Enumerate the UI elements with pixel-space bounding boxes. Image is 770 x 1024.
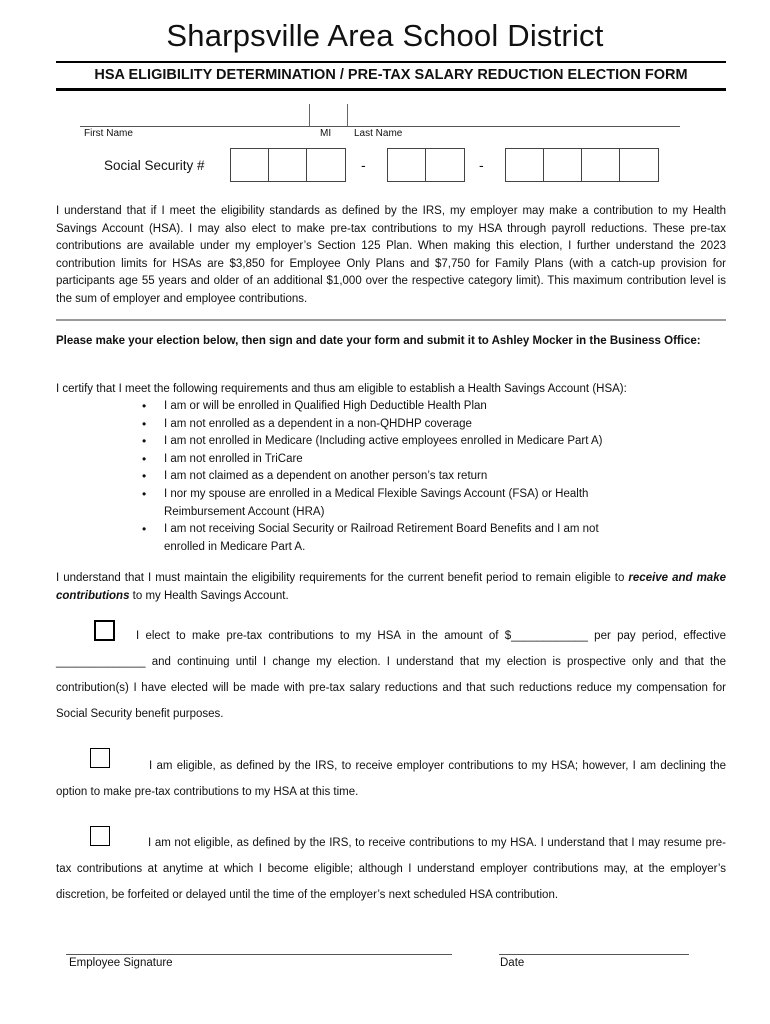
mi-divider-left [309, 104, 310, 126]
ssn-digit-box[interactable] [388, 149, 426, 181]
ssn-digit-box[interactable] [620, 149, 658, 181]
ssn-digit-box[interactable] [426, 149, 464, 181]
amount-blank[interactable]: ____________ [511, 630, 588, 642]
ssn-group-area [230, 148, 346, 182]
ssn-group-last [505, 148, 659, 182]
ssn-digit-box[interactable] [506, 149, 544, 181]
last-name-label: Last Name [354, 128, 403, 139]
header-rule-bottom [56, 88, 726, 91]
maintain-eligibility-note [56, 570, 726, 605]
mi-label: MI [320, 128, 332, 139]
instructions: Please make your election below, then sign and date your form and submit it to Ashley Mocker in the Business Office: [56, 335, 701, 347]
effective-date-blank[interactable]: ______________ [56, 656, 146, 668]
form-title: Sharpsville Area School District [166, 18, 604, 53]
ssn-digit-box[interactable] [544, 149, 582, 181]
elect-contribution-text [56, 623, 726, 727]
requirement-item: • I nor my spouse are enrolled in a Medical Flexible Savings Account (FSA) or Health Reimbursement Account (HRA) [140, 486, 640, 521]
employee-signature-label: Employee Signature [69, 957, 173, 969]
intro-paragraph: I understand that if I meet the eligibility standards as defined by the IRS, my employer may make a contribution to my Health Savings Account (HSA). I may also elect to make pre-tax contributions to my HSA through payroll reductions. These pre-tax contributions are available under my employer’s Section 125 Plan. When making this election, I further understand the 2023 contribution limits for HSAs are $3,850 for Employee Only Plans and $7,750 for Family Plans (with a catch-up provision for participants age 55 years and older of an additional $1,000 over the respective category limit). This maximum contribution level is the sum of employer and employee contributions. [56, 205, 726, 305]
requirements-list [140, 398, 640, 556]
elect-text-part2: per pay period, effective [587, 630, 726, 642]
ssn-digit-box[interactable] [307, 149, 345, 181]
elect-text-part1: I elect to make pre-tax contributions to my HSA in the amount of $ [136, 630, 512, 642]
ssn-separator: - [479, 157, 484, 173]
requirement-item: • I am not receiving Social Security or Railroad Retirement Board Benefits and I am not enrolled in Medicare Part A. [140, 521, 640, 556]
maintain-suffix: to my Health Savings Account. [129, 589, 289, 602]
maintain-emphasis: receive and make contributions [56, 572, 726, 602]
requirement-item: • I am not enrolled in TriCare [140, 451, 640, 469]
decline-contribution-text: I am eligible, as defined by the IRS, to receive employer contributions to my HSA; however, I am declining the option to make pre-tax contributions to my HSA at this time. [56, 760, 726, 798]
ssn-digit-box[interactable] [231, 149, 269, 181]
not-eligible-text: I am not eligible, as defined by the IRS, to receive contributions to my HSA. I understand that I may resume pre-tax contributions at anytime at which I become eligible; although I understand employer contributions may, at the employer’s discretion, be forfeited or delayed until the time of the employer’s next scheduled HSA contribution. [56, 837, 726, 901]
date-label: Date [500, 957, 525, 969]
name-underline[interactable] [80, 126, 680, 127]
requirement-item: • I am not enrolled in Medicare (Including active employees enrolled in Medicare Part A) [140, 433, 640, 451]
header-rule-top [56, 61, 726, 63]
employee-signature-line[interactable] [66, 954, 452, 955]
maintain-prefix: I understand that I must maintain the eligibility requirements for the current benefit period to remain eligible to [56, 572, 629, 584]
requirement-item: • I am or will be enrolled in Qualified High Deductible Health Plan [140, 398, 640, 416]
section-divider [56, 319, 726, 321]
requirement-item: • I am not claimed as a dependent on another person’s tax return [140, 468, 640, 486]
ssn-separator: - [361, 157, 366, 173]
requirement-item: • I am not enrolled as a dependent in a non-QHDHP coverage [140, 416, 640, 434]
ssn-digit-box[interactable] [269, 149, 307, 181]
date-line[interactable] [499, 954, 689, 955]
ssn-group-middle [387, 148, 465, 182]
elect-text-part3: and continuing until I change my election. I understand that my election is prospective only and that the contribution(s) I have elected will be made with pre-tax salary reductions and that such reductions reduce my compensation for Social Security benefit purposes. [56, 656, 726, 720]
certify-intro: I certify that I meet the following requirements and thus am eligible to establish a Health Savings Account (HSA): [56, 383, 627, 395]
mi-divider-right [347, 104, 348, 126]
ssn-digit-box[interactable] [582, 149, 620, 181]
first-name-label: First Name [84, 128, 133, 139]
form-subtitle: HSA ELIGIBILITY DETERMINATION / PRE-TAX SALARY REDUCTION ELECTION FORM [94, 67, 688, 83]
ssn-label: Social Security # [104, 158, 205, 173]
